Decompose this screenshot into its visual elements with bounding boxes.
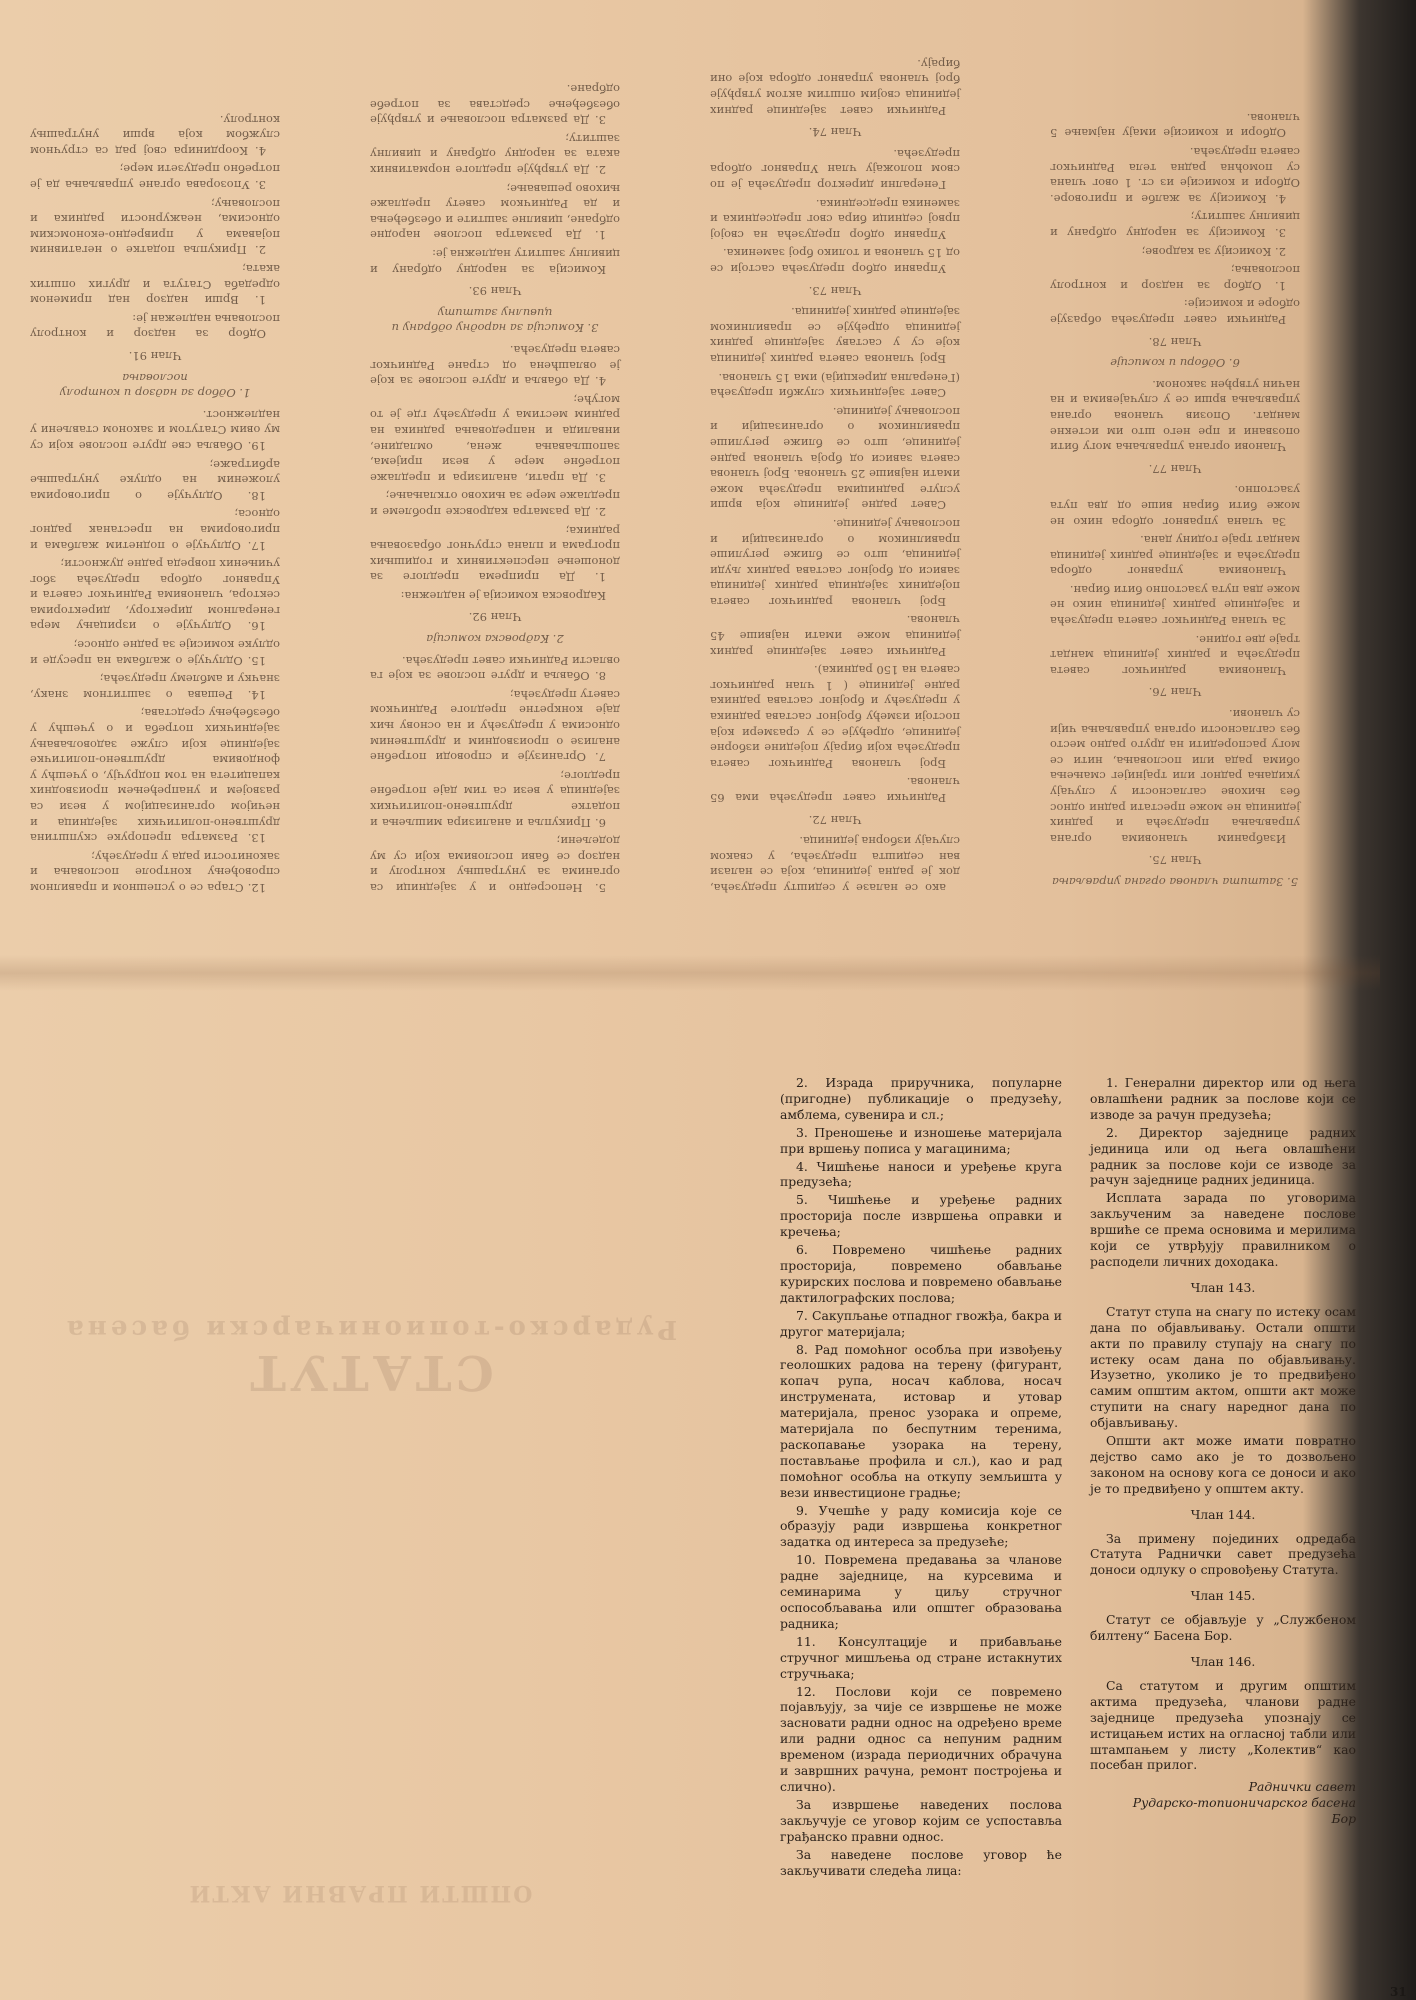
paragraph: 1. Да припрема предлоге за доношење перспективних и годишњих програма и плана стручног образовања радника; — [370, 523, 620, 585]
article-heading: Члан 145. — [1190, 1588, 1256, 1604]
paragraph: Број чланова Радничког савета предузећа који бирају поједине изборне јединице, одређује се у сразмери која постоји између бројног састава радника у предузећу и бројног састава радника радне јединице ( 1 члан радничког савета на 150 радника). — [710, 663, 960, 771]
paragraph: Са статутом и другим општим актима предузећа, чланови радне заједнице предузећа упознају се истицањем истих на огласној табли или штампањем у листу „Колектив“ као посебан прилог. — [1090, 1677, 1356, 1773]
paragraph: 1. Да разматра послове народне одбране, цивилне заштите и обезбеђења и да Радничком савету предлаже њихово решавање; — [370, 181, 620, 243]
article-heading: Члан 72. — [808, 812, 862, 827]
signature-block — [1090, 1779, 1356, 1827]
paragraph: 8. Рад помоћног особља при извођењу геолошких радова на терену (фигурант, копач рупа, носач каблова, носач инструмената, истовар и утовар материјала, пренос узорака и опреме, материјала по беспутним теренима, раскопавање узорака на терену, постављање профила и сл.), као и рад помоћног особља на откупу земљишта у вези инвестиционе градње; — [780, 1341, 1062, 1500]
article-heading: Члан 93. — [468, 284, 522, 299]
paragraph: 6. Повремено чишћење радних просторија, повремено обављање курирских послова и повремено обављање дактилографских послова; — [780, 1242, 1062, 1305]
paragraph: 1. Генерални директор или од њега овлашћени радник за послове који се изводе за рачун предузећа; — [1090, 1075, 1356, 1122]
paragraph: 6. Прикупља и анализира мишљења и податке друштвено-политичких заједница у вези са тим даје потребне предлоге; — [370, 768, 620, 830]
paragraph: За извршење наведених послова закључује се уговор којим се успоставља грађанско правни однос. — [780, 1796, 1062, 1844]
paragraph: Савет радне јединице која врши услуге радницима предузећа може имати највише 25 чланова. Број чланова савета зависи од броја чланова радне јединице, што се ближе регулише правилником о организацији и пословању јединице. — [710, 404, 960, 513]
paragraph: Комисија за народну одбрану и цивилну заштиту надлежна је: — [370, 247, 620, 277]
section-heading: 1. Одбор за надзор и контролу пословања — [59, 370, 251, 401]
article-heading: Члан 146. — [1190, 1654, 1256, 1669]
paragraph: 19. Обавља све друге послове који су му овим Статутом и законом стављени у надлежност. — [30, 407, 280, 453]
paragraph: Генерални директор предузећа је по свом положају члан Управног одбора предузећа. — [710, 146, 960, 193]
article-column-right — [1090, 1075, 1356, 1827]
paragraph: За наведене послове уговор ће закључивати следећа лица: — [780, 1846, 1062, 1878]
article-heading: Члан 92. — [468, 610, 522, 625]
paragraph: Раднички савет заједнице радних јединица може имати највише 45 чланова. — [710, 613, 960, 659]
upside-column-2 — [370, 78, 620, 896]
paragraph: Одбори и комисије имају најмање 5 чланова. — [1050, 110, 1300, 141]
signature-line-2: Рударско-топионичарског басена — [1132, 1795, 1356, 1811]
paragraph: Број чланова радничког савета појединих заједница радних јединица зависи од бројног састава радних људи јединица, што се ближе регулише правилником о организацији и пословању јединице. — [710, 516, 960, 609]
page-fold — [0, 955, 1380, 991]
paragraph: Раднички савет предузећа има 65 чланова. — [710, 775, 960, 806]
page-number: 31 — [1390, 1985, 1407, 1999]
upside-column-1 — [30, 108, 280, 895]
paragraph: 4. Координира свој рад са стручном службом која врши унутрашњу контролу. — [30, 112, 280, 158]
paragraph: Управни одбор предузећа на својој првој седници бира свог председника и заменика председника. — [710, 196, 960, 242]
paragraph: Општи акт може имати повратно дејство само ако је то дозвољено законом на основу кога се доноси и ако је то предвиђено у општем акту. — [1090, 1433, 1356, 1496]
paragraph: За члана Радничког савета предузећа и заједнице радних јединица нико не може два пута узастопно бити биран. — [1050, 582, 1300, 629]
paragraph: 17. Одлучује о поднетим жалбама и приговорима на престанак радног односа; — [30, 507, 280, 553]
paragraph: Управни одбор предузећа састоји се од 15 чланова и толико број заменика. — [710, 246, 960, 277]
paragraph: 4. Комисију за жалбе и приговоре. Одбори и комисије из ст. 1 овог члана су помоћна радна тела Радничког савета предузећа. — [1050, 145, 1300, 206]
paragraph: Статут ступа на снагу по истеку осам дана по објављивању. Остали општи акти по правилу ступају на снагу по истеку осам дана по објављивању. Изузетно, уколико је то предвиђено самим општим актом, општи акт може ступити на снагу наредног дана по објављивању. — [1090, 1303, 1356, 1431]
paragraph: 1. Врши надзор над применом одредаба Статута и других општих аката; — [30, 262, 280, 308]
paragraph: 12. Послови који се повремено појављују, за чије се извршење не може засновати радни однос на одређено време или радни однос са непуним радним временом (израда периодичних обрачуна и завршних рачуна, ремонт постројења и слично). — [780, 1683, 1062, 1794]
article-heading: Члан 143. — [1190, 1279, 1256, 1295]
bleed-through-footer: ОПШТИ ПРАВНИ АКТИ — [187, 1880, 533, 1906]
paragraph: 2. Да утврђује предлоге нормативних аката за народну одбрану и цивилну заштиту; — [370, 131, 620, 178]
paragraph: 7. Сакупљање отпадног гвожђа, бакра и другог материјала; — [780, 1307, 1062, 1339]
article-column-middle — [780, 1075, 1062, 1880]
paragraph: 2. Прикупља податке о негативним појавама у привредно-економским односима, неажурности радника и пословању; — [30, 196, 280, 258]
paragraph: 11. Консултације и прибављање стручног мишљења од стране истакнутих стручњака; — [780, 1633, 1062, 1681]
article-heading: Члан 73. — [808, 283, 862, 298]
upside-column-4 — [1050, 106, 1300, 895]
section-heading: 2. Кадровска комисија — [426, 632, 564, 647]
paragraph: 13. Разматра препоруке скупштина друштвено-политичких заједница и нечијом организацијом у вези са развојем и унапређењем производних капацитета на том подручју, о учешћу у фондовима друштвено-политичке заједнице који служе задовољавању заједничких потреба и о учешћу у обезбеђењу средстава; — [30, 706, 280, 846]
paragraph: Кадровска комисија је надлежна: — [400, 588, 606, 603]
paragraph: 2. Израда приручника, популарне (пригодне) публикације о предузећу, амблема, сувенира и сл.; — [780, 1075, 1062, 1122]
article-heading: Члан 75. — [1148, 853, 1202, 868]
section-heading: 3. Комисија за народну одбрану и цивилну заштиту — [391, 305, 599, 336]
paragraph: 5. Непосредно и у заједници са органима за унутрашњу контролу и надзор се бави пословима који су му додељени; — [370, 834, 620, 895]
section-heading: 6. Одбори и комисије — [1110, 356, 1240, 371]
paragraph: 14. Решава о заштитном знаку, значку и амблему предузећа; — [30, 672, 280, 702]
paragraph: 9. Учешће у раду комисија које се образују ради извршења конкретног задатка од интереса за предузеће; — [780, 1502, 1062, 1550]
paragraph: Број чланова савета радних јединица које су у саставу заједнице радних јединица одређује се правилником заједнице радних јединица. — [710, 305, 960, 366]
paragraph: Раднички савет заједнице радних јединица својим општим актом утврђује број чланова управног одбора које они бирају. — [710, 56, 960, 118]
paragraph: 7. Организује и спроводи потребне анализе о производним и друштвеним односима у предузећу и на основу њих даје конкретне предлоге Радничком савету предузећа; — [370, 687, 620, 765]
article-heading: Члан 76. — [1148, 685, 1202, 700]
paragraph: 3. Да разматра пословање и утврђује обезбеђење средстава за потребе одбране. — [370, 82, 620, 128]
paragraph: Статут се објављује у „Службеном билтену“ Басена Бор. — [1090, 1612, 1356, 1644]
paragraph: 2. Да разматра кадровске проблеме и предлаже мере за њихово отклањање; — [370, 489, 620, 519]
paragraph: 3. Преношење и изношење материјала при вршењу пописа у магацинима; — [780, 1124, 1062, 1156]
signature-line-3: Бор — [1331, 1811, 1356, 1827]
paragraph: 1. Одбор за надзор и контролу пословања; — [1050, 263, 1300, 293]
article-heading: Члан 144. — [1190, 1506, 1256, 1522]
paragraph: Раднички савет предузећа образује одборе и комисије: — [1050, 297, 1300, 327]
paragraph: 3. Упозорава органе управљања да је потребно предузети мере; — [30, 162, 280, 193]
paragraph: 18. Одлучује о приговорима уложеним на одлуке унутрашње арбитраже; — [30, 457, 280, 503]
article-heading: Члан 78. — [1148, 334, 1202, 349]
paragraph: 3. Да прати, анализира и предлаже потребне мере у вези пријема, запошљавања жена, омладине, инвалида и напредовања радника на радним местима у предузећу где је то могуће; — [370, 392, 620, 485]
paragraph: 16. Одлучује о изрицању мера генералном директору, директорима сектора, члановима Радничког савета и Управног одбора предузећа због учињених повреда радне дужности; — [30, 557, 280, 634]
upside-down-page — [20, 0, 1360, 950]
paragraph: ако се налазе у седишту предузећа, док је радна јединица, која се налази ван седишта предузећа, у сваком случају изборна јединица. — [710, 834, 960, 895]
paragraph: 4. Чишћење наноси и уређење круга предузећа; — [780, 1158, 1062, 1190]
paragraph: 2. Комисију за кадрове; — [1141, 244, 1286, 259]
section-heading: 5. Заштита чланова органа управљања — [1051, 875, 1299, 889]
paragraph: Изабраним члановима органа управљања предузећа и радних јединица не може престати радни однос без њихове сагласности у случају укидања радног или трајнијег смањења обима рада или пословања, нити се могу распоредити на друго радно место без сагласности органа управљања чији су чланови. — [1050, 707, 1300, 846]
article-column-right-body — [1090, 1075, 1356, 1773]
paragraph: Савет заједничких служби предузећа (Генерална дирекција) има 15 чланова. — [710, 370, 960, 401]
bleed-through-title: СТАТУТ Рударско-топионичарски басена — [62, 1314, 678, 1400]
paragraph: 15. Одлучује о жалбама на пресуде и одлуке комисије за радне односе; — [30, 638, 280, 668]
paragraph: 2. Директор заједнице радних јединица или од њега овлашћени радник за послове који се изводе за рачун заједнице радних јединица. — [1090, 1124, 1356, 1188]
paragraph: За члана управног одбора нико не може бити биран више од два пута узастопно. — [1050, 483, 1300, 529]
article-heading: Члан 91. — [128, 349, 182, 363]
paragraph: 4. Да обавља и друге послове за које је овлашћена од стране Радничког савета предузећа. — [370, 343, 620, 389]
article-heading: Члан 74. — [808, 125, 862, 140]
paragraph: Члановима радничког савета предузећа и радних јединица мандат траје две године. — [1050, 632, 1300, 678]
paragraph: Исплата зарада по уговорима закљученим за наведене послове вршиће се према основима и мерилима који се утврђују правилником о расподели личних доходака. — [1090, 1190, 1356, 1269]
paragraph: Одбор за надзор и контролу пословања надлежан је: — [30, 311, 280, 342]
paragraph: Чланови органа управљања могу бити опозвани и пре него што им истекне мандат. Опозив чланова органа управљања врши се у случајевима и на начин утврђен законом. — [1050, 377, 1300, 455]
paragraph: 3. Комисију за народну одбрану и цивилну заштиту; — [1050, 210, 1300, 241]
paragraph: 10. Повремена предавања за чланове радне заједнице, на курсевима и семинарима у циљу стручног оспособљавања или општег образовања радника; — [780, 1552, 1062, 1631]
signature-line-1: Раднички савет — [1248, 1779, 1356, 1795]
paragraph: 5. Чишћење и уређење радних просторија после извршења оправки и кречења; — [780, 1192, 1062, 1240]
paragraph: 12. Стара се о успешном и правилном спровођењу контроле пословања и законитости рада у предузећу; — [30, 849, 280, 895]
paragraph: За примену појединих одредаба Статута Раднички савет предузећа доноси одлуку о спровођењу Статута. — [1090, 1530, 1356, 1578]
article-heading: Члан 77. — [1148, 461, 1202, 476]
paragraph: 8. Обавља и друге послове за које га овласти Раднички савет предузећа. — [370, 653, 620, 684]
paragraph: Члановима управног одбора предузећа и заједнице радних јединица мандат траје годину дана. — [1050, 533, 1300, 579]
upside-column-3 — [710, 52, 960, 895]
